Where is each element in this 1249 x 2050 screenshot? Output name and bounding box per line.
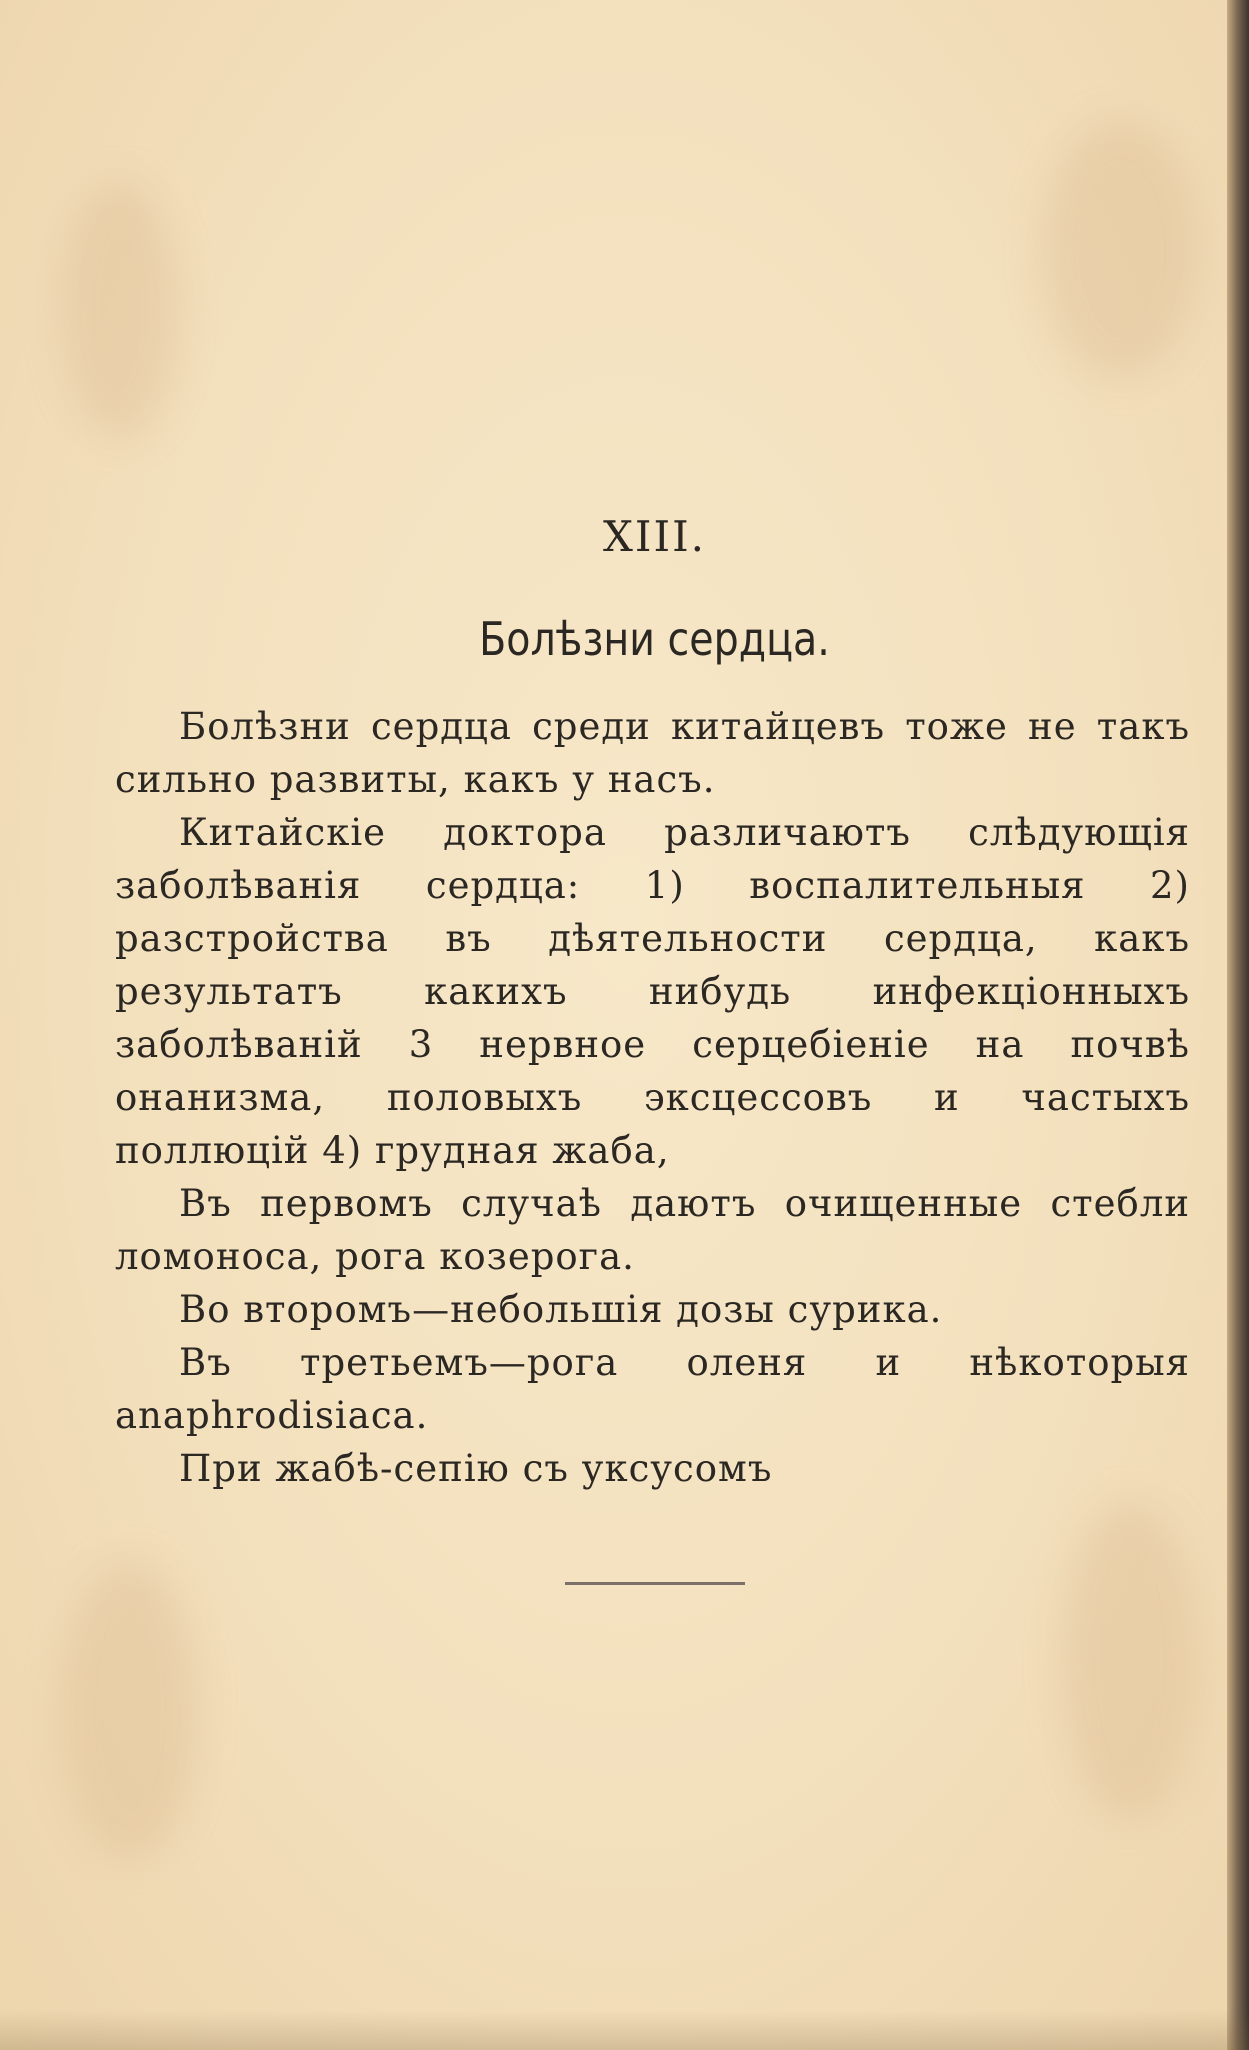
page-bottom-shadow: [0, 2010, 1249, 2050]
chapter-number: XIII.: [602, 512, 707, 561]
chapter-body: [115, 700, 1190, 1495]
paragraph: При жабѣ-сепію съ уксусомъ: [179, 1447, 773, 1490]
chapter-title: Болѣзни сердца.: [479, 612, 830, 666]
paragraph: Въ первомъ случаѣ даютъ очищенные стебли ломоноса, рога козерога.: [115, 1182, 1190, 1278]
paper-stain: [1040, 120, 1200, 380]
page-edge: [1227, 0, 1249, 2050]
paragraph: Во второмъ—небольшія дозы сурика.: [179, 1288, 943, 1331]
paragraph: Китайскіе доктора различаютъ слѣдующія заболѣванія сердца: 1) воспалительныя 2) разстройства въ дѣятельности сердца, какъ результатъ какихъ нибудь инфекціонныхъ заболѣваній 3 нервное серцебіеніе на почвѣ онанизма, половыхъ эксцессовъ и частыхъ поллюцій 4) грудная жаба,: [115, 811, 1190, 1172]
paper-stain: [60, 180, 180, 440]
paper-stain: [1060, 1500, 1200, 1820]
paragraph: Болѣзни сердца среди китайцевъ тоже не такъ сильно развиты, какъ у насъ.: [115, 705, 1190, 801]
paper-stain: [60, 1560, 200, 1860]
paragraph: Въ третьемъ—рога оленя и нѣкоторыя anaphrodisiaca.: [115, 1341, 1190, 1437]
section-divider: [565, 1582, 745, 1585]
